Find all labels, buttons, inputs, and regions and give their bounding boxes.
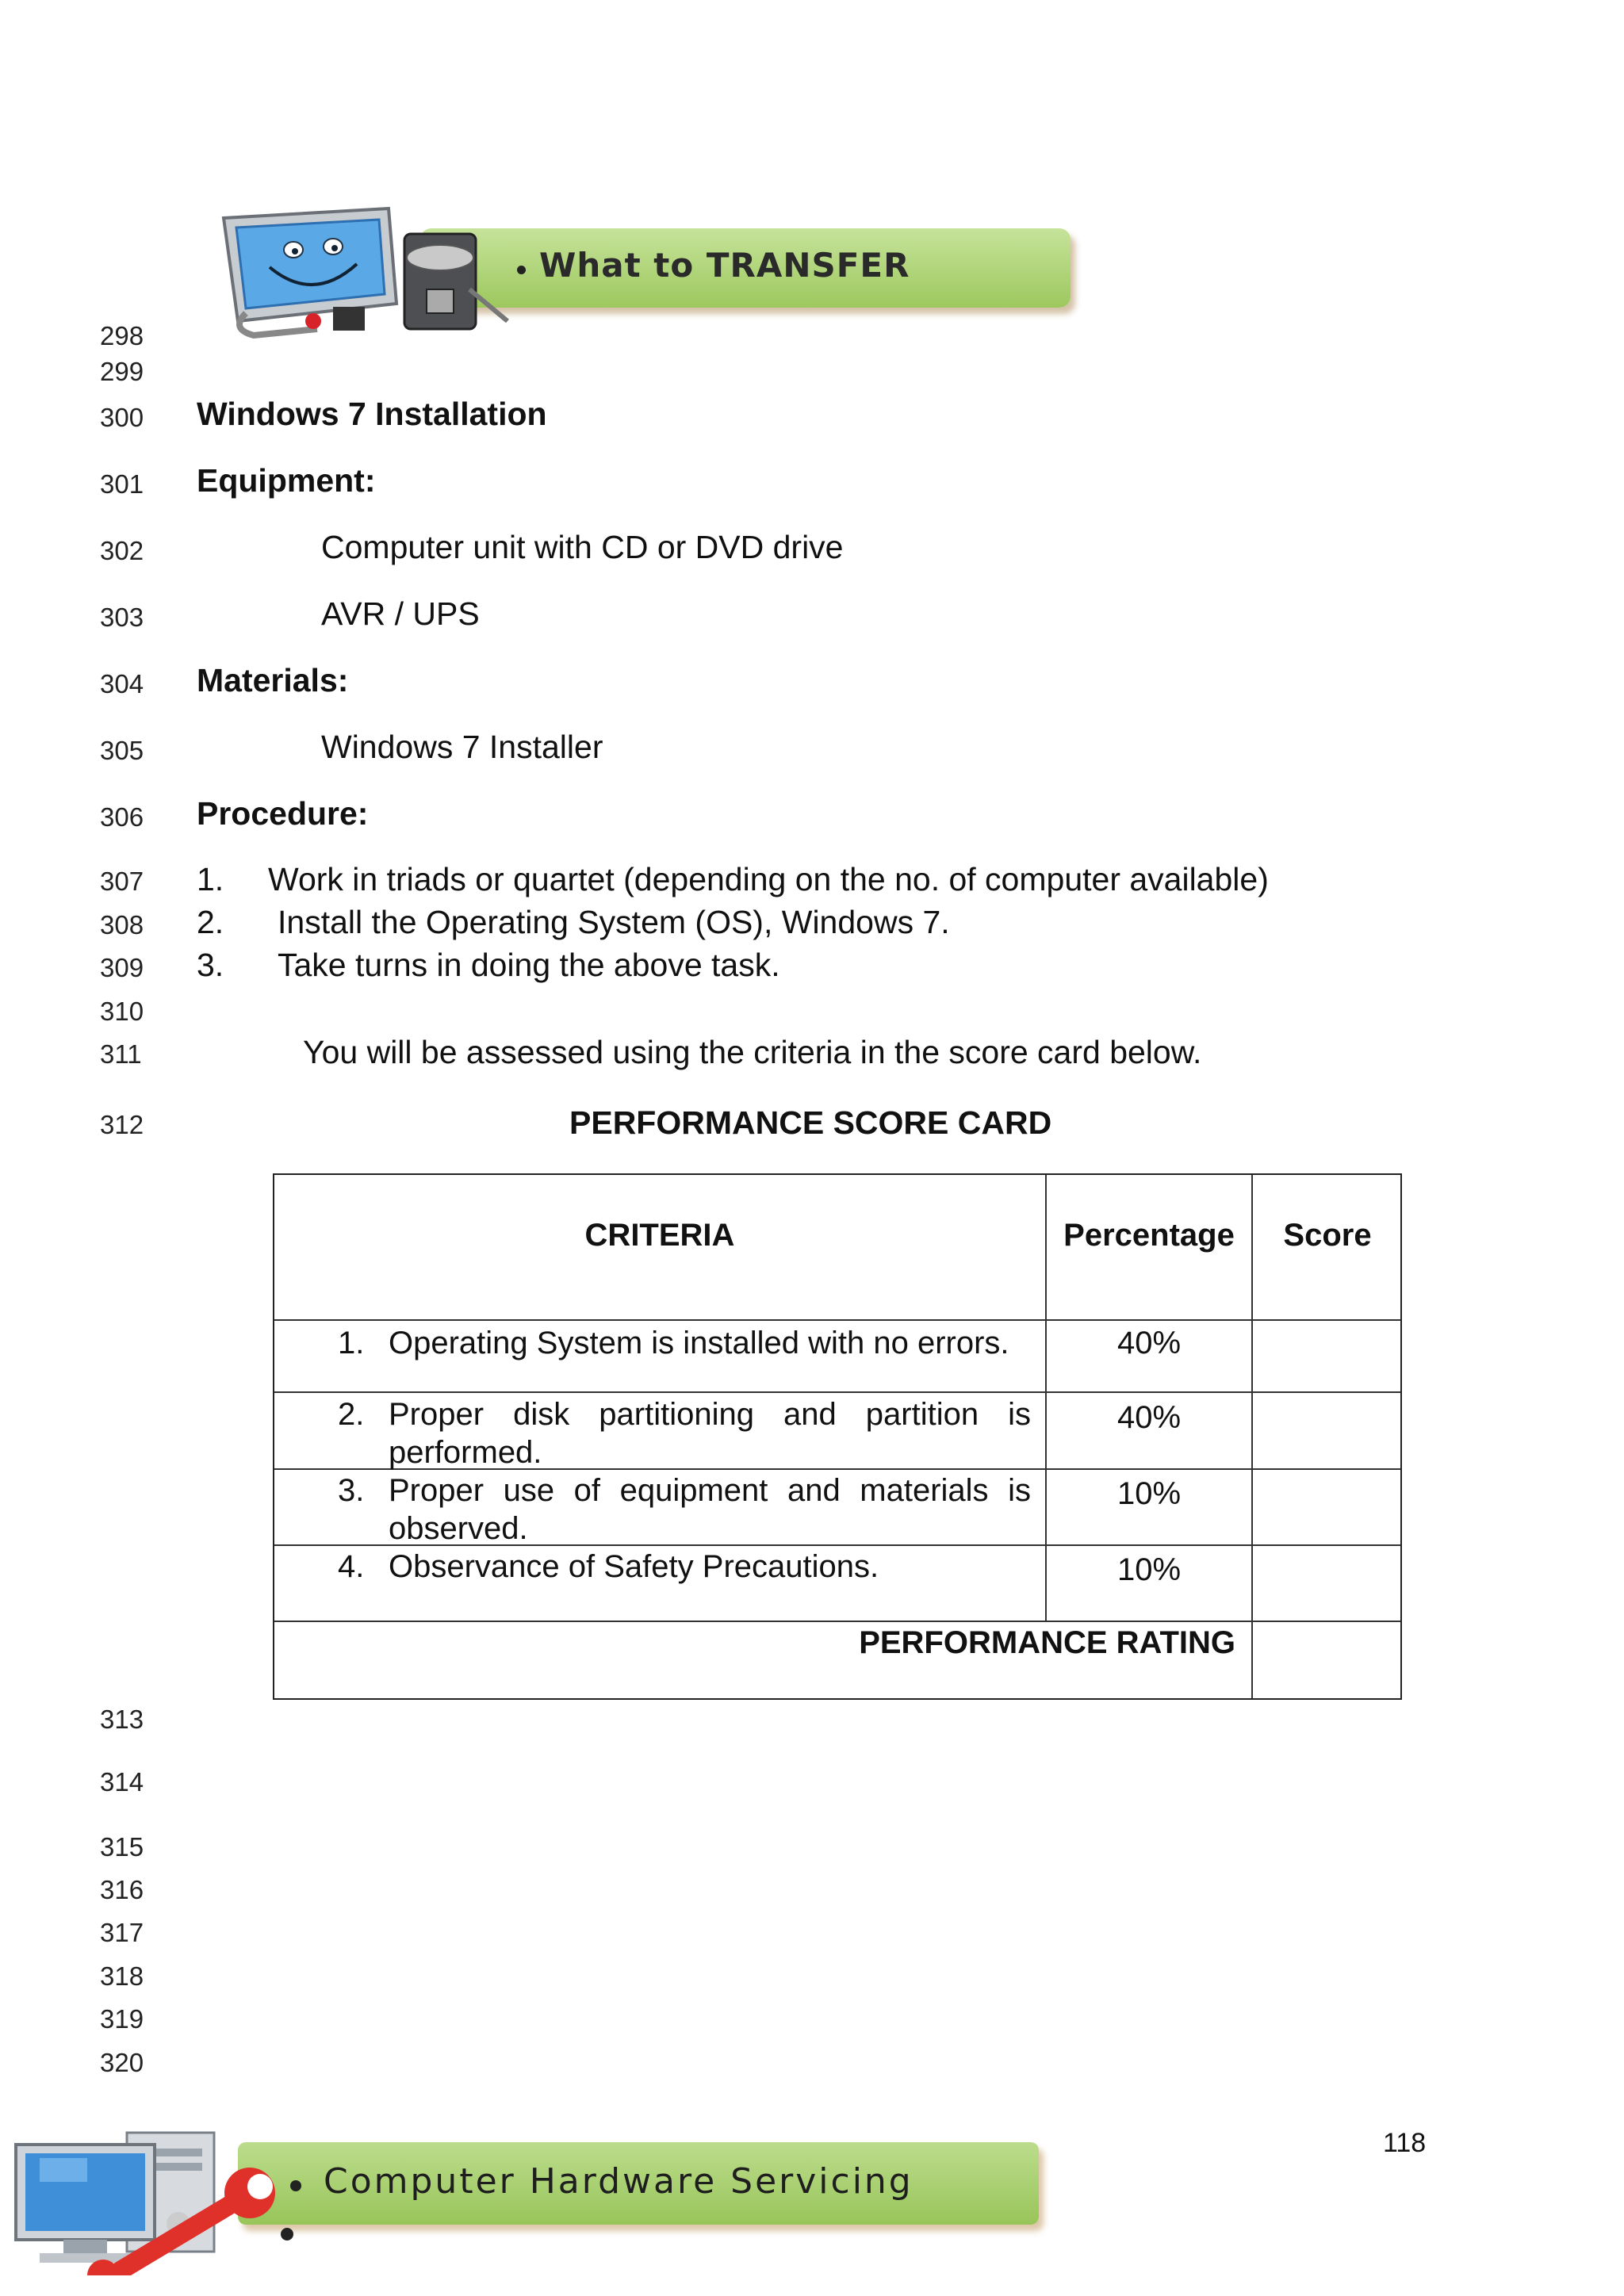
criteria-number: 4. bbox=[338, 1549, 365, 1584]
line-number: 311 bbox=[100, 1039, 142, 1069]
percentage-header: Percentage bbox=[1063, 1218, 1235, 1253]
criteria-score-cell[interactable] bbox=[1253, 1551, 1402, 1589]
line-number: 319 bbox=[100, 2004, 144, 2034]
line-number: 302 bbox=[100, 536, 144, 565]
line-number: 313 bbox=[100, 1705, 144, 1734]
score-header: Score bbox=[1283, 1218, 1372, 1253]
line-number: 317 bbox=[100, 1918, 144, 1947]
line-number: 315 bbox=[100, 1832, 144, 1862]
line-number: 300 bbox=[100, 403, 144, 432]
assessment-note: You will be assessed using the criteria in the score card below. bbox=[303, 1034, 1202, 1070]
materials-heading: Materials: bbox=[197, 662, 349, 698]
criteria-text: Observance of Safety Precautions. bbox=[389, 1549, 879, 1584]
equipment-item: AVR / UPS bbox=[321, 595, 480, 632]
line-number: 304 bbox=[100, 669, 144, 698]
line-number: 318 bbox=[100, 1961, 144, 1991]
procedure-heading: Procedure: bbox=[197, 795, 369, 832]
score-card-table bbox=[273, 1173, 1402, 1700]
section-banner-title: What to TRANSFER bbox=[539, 246, 910, 285]
monitor-mascot-icon bbox=[214, 202, 531, 341]
line-number: 310 bbox=[100, 997, 144, 1026]
line-number: 308 bbox=[100, 910, 144, 939]
equipment-item: Computer unit with CD or DVD drive bbox=[321, 529, 844, 565]
line-number: 309 bbox=[100, 953, 144, 982]
criteria-text: Operating System is installed with no errors. bbox=[389, 1326, 1009, 1360]
procedure-step: Install the Operating System (OS), Windows 7. bbox=[278, 904, 950, 940]
procedure-number: 3. bbox=[197, 947, 224, 983]
line-number: 299 bbox=[100, 357, 144, 386]
criteria-text: Proper disk partitioning and partition is performed. bbox=[389, 1397, 1031, 1470]
criteria-number: 2. bbox=[338, 1397, 365, 1432]
criteria-percentage: 40% bbox=[1116, 1326, 1182, 1360]
criteria-score-cell[interactable] bbox=[1253, 1399, 1402, 1437]
footer-banner-title: Computer Hardware Servicing bbox=[324, 2161, 914, 2202]
criteria-number: 1. bbox=[338, 1326, 365, 1360]
criteria-score-cell[interactable] bbox=[1253, 1475, 1402, 1513]
procedure-number: 1. bbox=[197, 861, 224, 897]
line-number: 298 bbox=[100, 321, 144, 350]
criteria-text: Proper use of equipment and materials is observed. bbox=[389, 1473, 1031, 1546]
line-number: 303 bbox=[100, 603, 144, 632]
criteria-number: 3. bbox=[338, 1473, 365, 1508]
scorecard-title: PERFORMANCE SCORE CARD bbox=[569, 1104, 1052, 1141]
line-number: 307 bbox=[100, 867, 144, 896]
page-number: 118 bbox=[1383, 2128, 1427, 2158]
materials-item: Windows 7 Installer bbox=[321, 729, 603, 765]
line-number: 305 bbox=[100, 736, 144, 765]
performance-rating-label: PERFORMANCE RATING bbox=[859, 1625, 1235, 1660]
computer-wrench-icon bbox=[8, 2117, 341, 2275]
line-number: 320 bbox=[100, 2048, 144, 2077]
procedure-number: 2. bbox=[197, 904, 224, 940]
performance-rating-score[interactable] bbox=[1253, 1624, 1402, 1695]
procedure-step: Take turns in doing the above task. bbox=[278, 947, 780, 983]
criteria-percentage: 10% bbox=[1116, 1552, 1182, 1587]
line-number: 306 bbox=[100, 802, 144, 832]
line-number: 301 bbox=[100, 469, 144, 499]
line-number: 314 bbox=[100, 1767, 144, 1797]
equipment-heading: Equipment: bbox=[197, 462, 376, 499]
criteria-percentage: 40% bbox=[1116, 1400, 1182, 1435]
criteria-header: CRITERIA bbox=[584, 1218, 735, 1253]
criteria-score-cell[interactable] bbox=[1253, 1324, 1402, 1362]
section-title: Windows 7 Installation bbox=[197, 396, 547, 432]
line-number: 316 bbox=[100, 1875, 144, 1904]
line-number: 312 bbox=[100, 1110, 144, 1139]
criteria-percentage: 10% bbox=[1116, 1476, 1182, 1511]
procedure-step: Work in triads or quartet (depending on the no. of computer available) bbox=[268, 861, 1269, 897]
